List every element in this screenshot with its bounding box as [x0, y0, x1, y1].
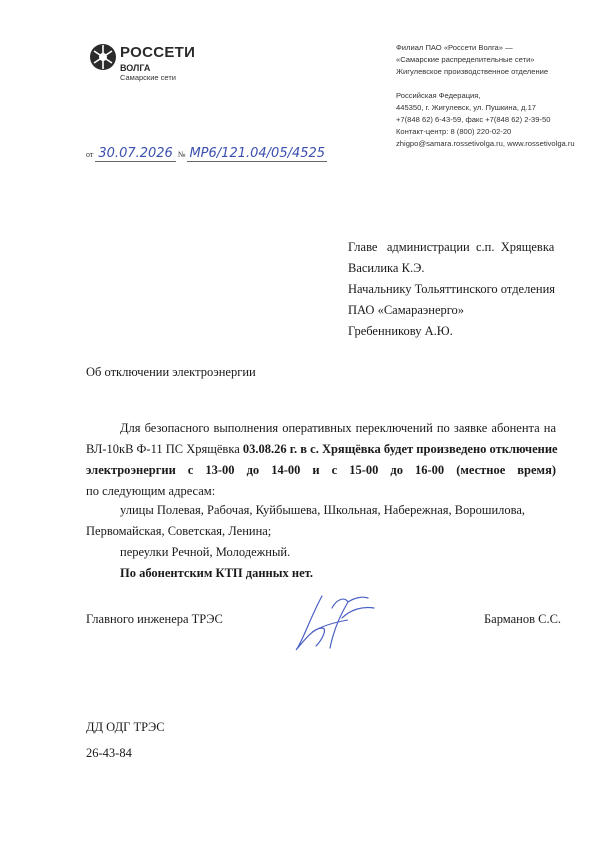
- body-line-normal: ВЛ-10кВ Ф-11 ПС Хрящёвка: [86, 442, 243, 456]
- header-line: Жигулевское производственное отделение: [396, 67, 549, 76]
- header-line: Контакт-центр: 8 (800) 220-02-20: [396, 127, 512, 136]
- organization-header: [396, 42, 596, 150]
- header-line: +7(848 62) 6-43-59, факс +7(848 62) 2-39-50: [396, 115, 551, 124]
- addressee-block: [348, 237, 588, 342]
- executor-department: ДД ОДГ ТРЭС: [86, 720, 165, 734]
- rosseti-emblem-icon: [88, 42, 118, 72]
- letter-subject: Об отключении электроэнергии: [86, 365, 256, 379]
- brand-name: РОССЕТИ: [120, 44, 196, 61]
- signatory-name: Барманов С.С.: [484, 612, 562, 626]
- addressee-line: ПАО «Самараэнерго»: [348, 303, 465, 317]
- executor-phone: 26-43-84: [86, 746, 132, 760]
- body-line-bold: 03.08.26 г. в с. Хрящёвка будет произведено отключение: [242, 442, 558, 456]
- address-list: [86, 500, 556, 584]
- addressee-line: Главе администрации с.п. Хрящевка: [348, 240, 555, 254]
- body-line: [86, 439, 556, 460]
- reference-line: [86, 146, 327, 162]
- header-line: Российская Федерация,: [396, 91, 481, 100]
- addressee-line: Начальнику Тольяттинского отделения: [348, 282, 556, 296]
- letter-date: 30.07.2026: [95, 146, 175, 162]
- ktp-note: По абонентским КТП данных нет.: [120, 566, 313, 580]
- letter-number: МР6/121.04/05/4525: [189, 146, 326, 161]
- header-line: 445350, г. Жигулевск, ул. Пушкина, д.17: [396, 103, 537, 112]
- header-line: zhigpo@samara.rossetivolga.ru, www.rossetivolga.ru: [396, 139, 575, 148]
- body-line: по следующим адресам:: [86, 484, 216, 498]
- number-label: №: [177, 150, 186, 159]
- header-line: «Самарские распределительные сети»: [396, 55, 535, 64]
- handwritten-signature: [292, 588, 382, 658]
- signatory-position: Главного инженера ТРЭС: [86, 612, 223, 626]
- addressee-line: Василика К.Э.: [348, 261, 425, 275]
- body-line-bold: электроэнергии с 13-00 до 14-00 и с 15-00 до 16-00 (местное время): [86, 463, 556, 477]
- streets-line: Первомайская, Советская, Ленина;: [86, 524, 272, 538]
- brand-branch: Самарские сети: [120, 73, 176, 82]
- brand-region: ВОЛГА: [120, 63, 151, 73]
- body-paragraph: [86, 418, 556, 502]
- lanes-line: переулки Речной, Молодежный.: [120, 545, 291, 559]
- header-spacer: [396, 78, 596, 90]
- body-line: Для безопасного выполнения оперативных переключений по заявке абонента на: [120, 421, 556, 435]
- date-label: от: [86, 150, 94, 159]
- streets-line: улицы Полевая, Рабочая, Куйбышева, Школьная, Набережная, Ворошилова,: [120, 503, 526, 517]
- addressee-line: Гребенникову А.Ю.: [348, 324, 453, 338]
- header-line: Филиал ПАО «Россети Волга» —: [396, 43, 513, 52]
- company-logo: [88, 42, 208, 92]
